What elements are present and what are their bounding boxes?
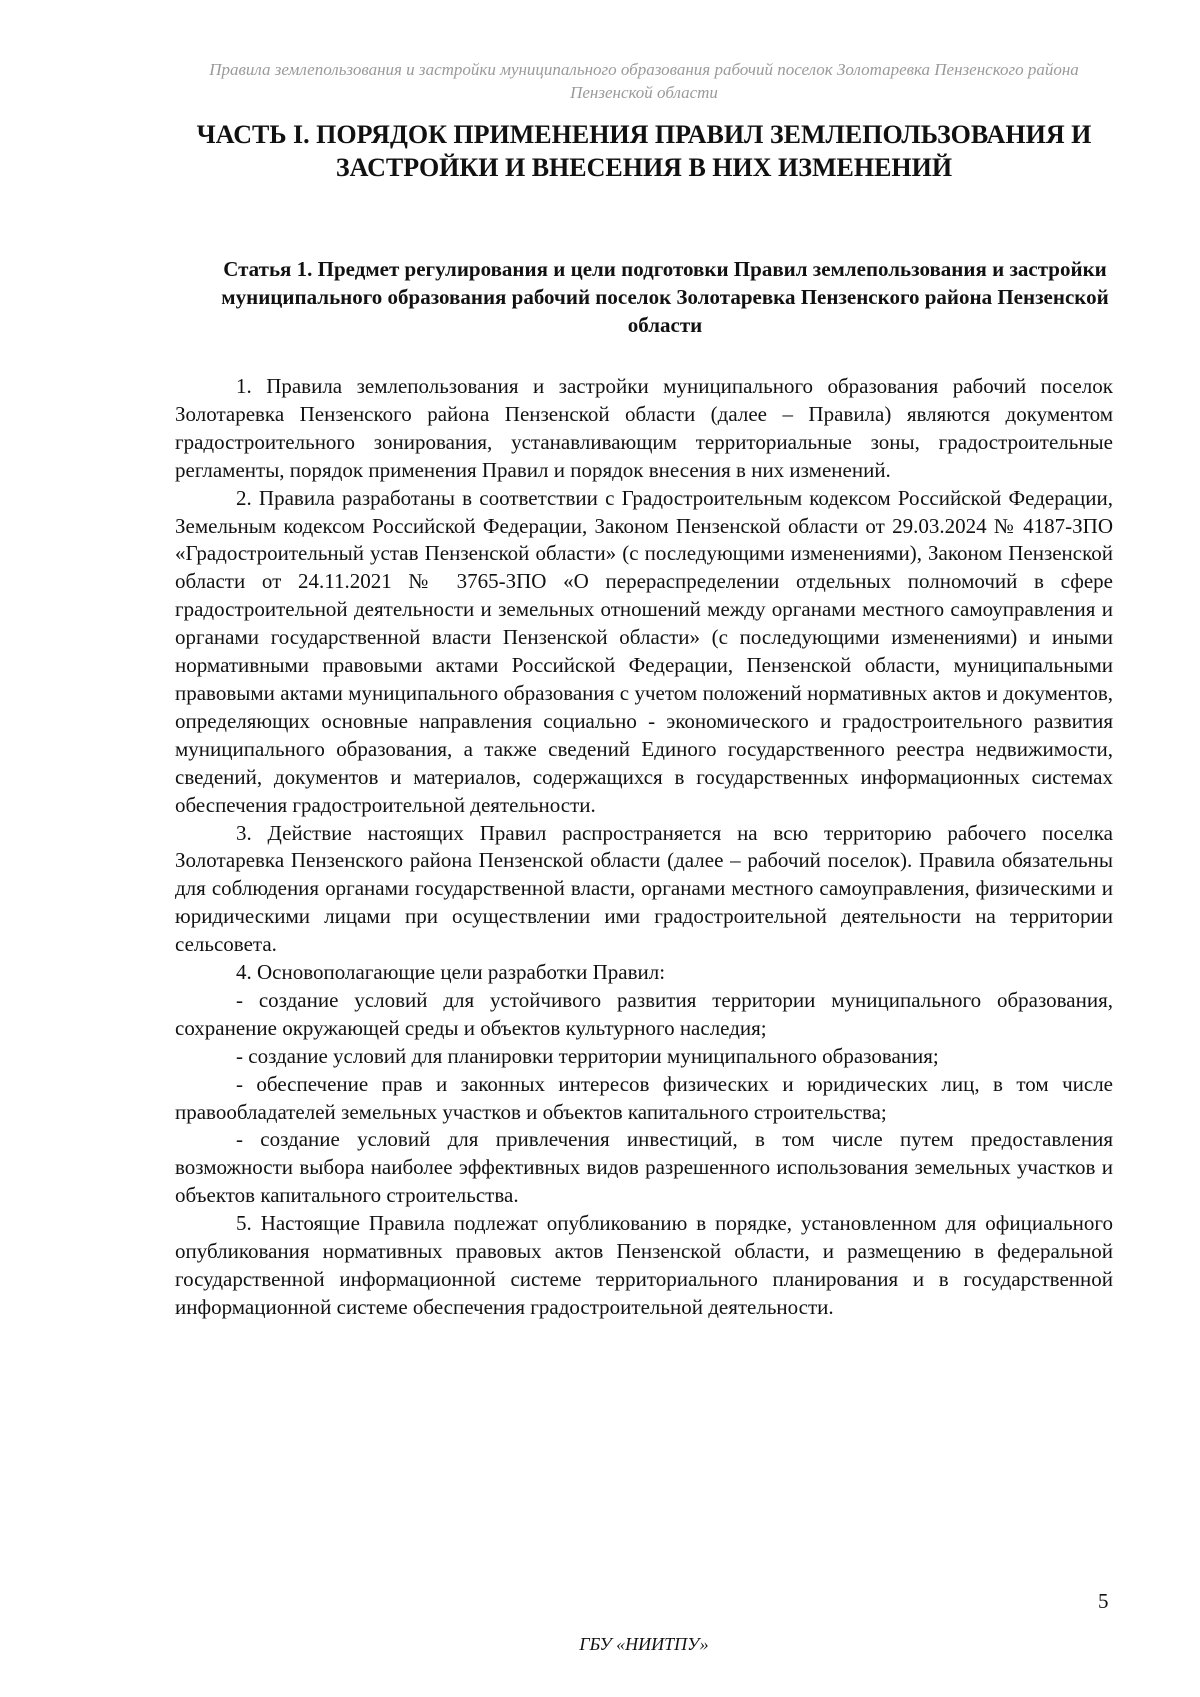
page-number: 5 xyxy=(1098,1589,1109,1613)
paragraph-2: 2. Правила разработаны в соответствии с Градостроительным кодексом Российской Федерации, Земельным кодексом Российской Федерации, Законом Пензенской области от 29.03.2024 № 4187-ЗПО «Градостроительный устав Пензенской области» (с последующими изменениями), Законом Пензенской области от 24.11.2021 № 3765-ЗПО «О перераспределении отдельных полномочий в сфере градостроительной деятельности и земельных отношений между органами местного самоуправления и органами государственной власти Пензенской области» (с последующими изменениями) и иными нормативными правовыми актами Российской Федерации, Пензенской области, муниципальными правовыми актами муниципального образования с учетом положений нормативных актов и документов, определяющих основные направления социально - экономического и градостроительного развития муниципального образования, а также сведений Единого государственного реестра недвижимости, сведений, документов и материалов, содержащихся в государственных информационных системах обеспечения градостроительной деятельности. xyxy=(175,485,1113,817)
paragraph-3: 3. Действие настоящих Правил распространяется на всю территорию рабочего поселка Золотаревка Пензенского района Пензенской области (далее – рабочий поселок). Правила обязательны для соблюдения органами государственной власти, органами местного самоуправления, физическими и юридическими лицами при осуществлении ими градостроительной деятельности на территории сельсовета. xyxy=(175,820,1113,957)
goal-list-item-1: - создание условий для устойчивого развития территории муниципального образования, сохранение окружающей среды и объектов культурного наследия; xyxy=(175,987,1113,1040)
footer-organization: ГБУ «НИИТПУ» xyxy=(579,1634,709,1654)
part-title: ЧАСТЬ I. ПОРЯДОК ПРИМЕНЕНИЯ ПРАВИЛ ЗЕМЛЕПОЛЬЗОВАНИЯ И ЗАСТРОЙКИ И ВНЕСЕНИЯ В НИХ ИЗМЕНЕНИЙ xyxy=(196,120,1092,182)
article-title: Статья 1. Предмет регулирования и цели подготовки Правил землепользования и застройки муниципального образования рабочий поселок Золотаревка Пензенского района Пензенской области xyxy=(221,257,1109,337)
goal-list-item-4: - создание условий для привлечения инвестиций, в том числе путем предоставления возможности выбора наиболее эффективных видов разрешенного использования земельных участков и объектов капитального строительства. xyxy=(175,1127,1113,1208)
goal-list-item-2: - создание условий для планировки территории муниципального образования; xyxy=(236,1043,939,1068)
paragraph-1: 1. Правила землепользования и застройки муниципального образования рабочий поселок Золотаревка Пензенского района Пензенской области (далее – Правила) являются документом градостроительного зонирования, устанавливающим территориальные зоны, градостроительные регламенты, порядок применения Правил и порядок внесения в них изменений. xyxy=(175,374,1113,482)
paragraph-5: 5. Настоящие Правила подлежат опубликованию в порядке, установленном для официального опубликования нормативных правовых актов Пензенской области, и размещению в федеральной государственной информационной системе территориального планирования и в государственной информационной системе обеспечения градостроительной деятельности. xyxy=(175,1211,1113,1319)
article-body xyxy=(175,373,1113,1322)
running-header: Правила землепользования и застройки муниципального образования рабочий поселок Золотаревка Пензенского района Пензенской области xyxy=(209,60,1079,102)
paragraph-4-intro: 4. Основополагающие цели разработки Правил: xyxy=(236,960,666,985)
goal-list-item-3: - обеспечение прав и законных интересов физических и юридических лиц, в том числе правообладателей земельных участков и объектов капитального строительства; xyxy=(175,1071,1113,1124)
